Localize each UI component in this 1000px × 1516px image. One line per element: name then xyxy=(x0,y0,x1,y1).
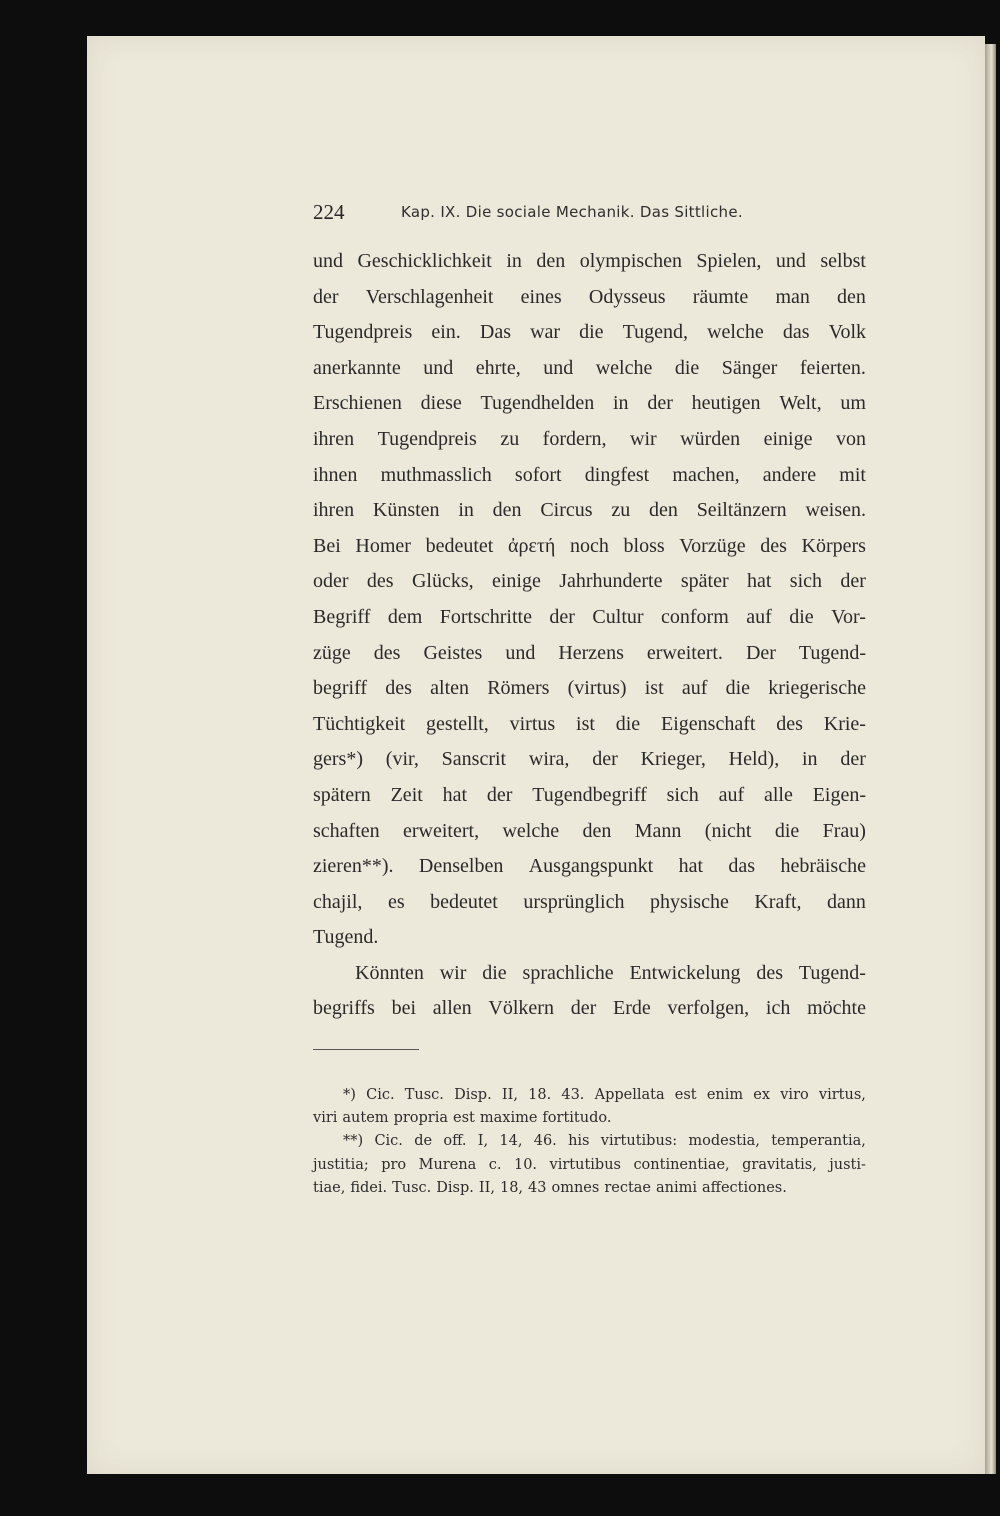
text-line: chajil, es bedeutet ursprünglich physische Kraft, dann xyxy=(313,890,866,913)
text-line: und Geschicklichkeit in den olympischen Spielen, und selbst xyxy=(313,250,866,272)
main-text xyxy=(313,244,866,1027)
text-line: ihnen muthmasslich sofort dingfest machen, andere mit xyxy=(313,463,866,486)
text-line: Erschienen diese Tugendhelden in der heutigen Welt, um xyxy=(313,392,866,415)
text-line: spätern Zeit hat der Tugendbegriff sich auf alle Eigen- xyxy=(313,783,866,806)
footnote-line: tiae, fidei. Tusc. Disp. II, 18, 43 omnes rectae animi affectiones. xyxy=(313,1179,787,1196)
running-head: Kap. IX. Die sociale Mechanik. Das Sittliche. xyxy=(401,203,743,221)
text-line: gers*) (vir, Sanscrit wira, der Krieger, Held), in der xyxy=(313,748,866,771)
text-line: begriff des alten Römers (virtus) ist auf die kriegerische xyxy=(313,677,866,700)
text-line: Tugend. xyxy=(313,926,379,949)
page-edge xyxy=(985,44,996,1474)
text-line: Könnten wir die sprachliche Entwickelung des Tugend- xyxy=(355,961,866,984)
footnote-line: **) Cic. de off. I, 14, 46. his virtutibus: modestia, temperantia, xyxy=(343,1133,866,1150)
footnote-line: *) Cic. Tusc. Disp. II, 18. 43. Appellata est enim ex viro virtus, xyxy=(343,1087,866,1103)
text-line: Begriff dem Fortschritte der Cultur conform auf die Vor- xyxy=(313,605,866,628)
text-line: anerkannte und ehrte, und welche die Sänger feierten. xyxy=(313,356,866,379)
text-line: oder des Glücks, einige Jahrhunderte später hat sich der xyxy=(313,570,866,593)
text-line: der Verschlagenheit eines Odysseus räumte man den xyxy=(313,285,866,308)
text-line: Tugendpreis ein. Das war die Tugend, welche das Volk xyxy=(313,321,866,344)
text-line: schaften erweitert, welche den Mann (nicht die Frau) xyxy=(313,819,866,842)
footnote-line: justitia; pro Murena c. 10. virtutibus continentiae, gravitatis, justi- xyxy=(313,1156,866,1173)
footnote-line: viri autem propria est maxime fortitudo. xyxy=(313,1110,612,1127)
text-line: ihren Künsten in den Circus zu den Seiltänzern weisen. xyxy=(313,499,866,522)
text-line: Bei Homer bedeutet ἀρετή noch bloss Vorzüge des Körpers xyxy=(313,534,866,557)
text-line: züge des Geistes und Herzens erweitert. Der Tugend- xyxy=(313,641,866,664)
text-line: ihren Tugendpreis zu fordern, wir würden einige von xyxy=(313,427,866,450)
text-line: begriffs bei allen Völkern der Erde verfolgen, ich möchte xyxy=(313,997,866,1020)
page-number: 224 xyxy=(313,200,345,224)
page-header xyxy=(313,199,866,225)
footnotes xyxy=(313,1084,866,1200)
footnote-separator xyxy=(313,1049,419,1050)
text-line: zieren**). Denselben Ausgangspunkt hat das hebräische xyxy=(313,855,866,878)
text-line: Tüchtigkeit gestellt, virtus ist die Eigenschaft des Krie- xyxy=(313,712,866,735)
